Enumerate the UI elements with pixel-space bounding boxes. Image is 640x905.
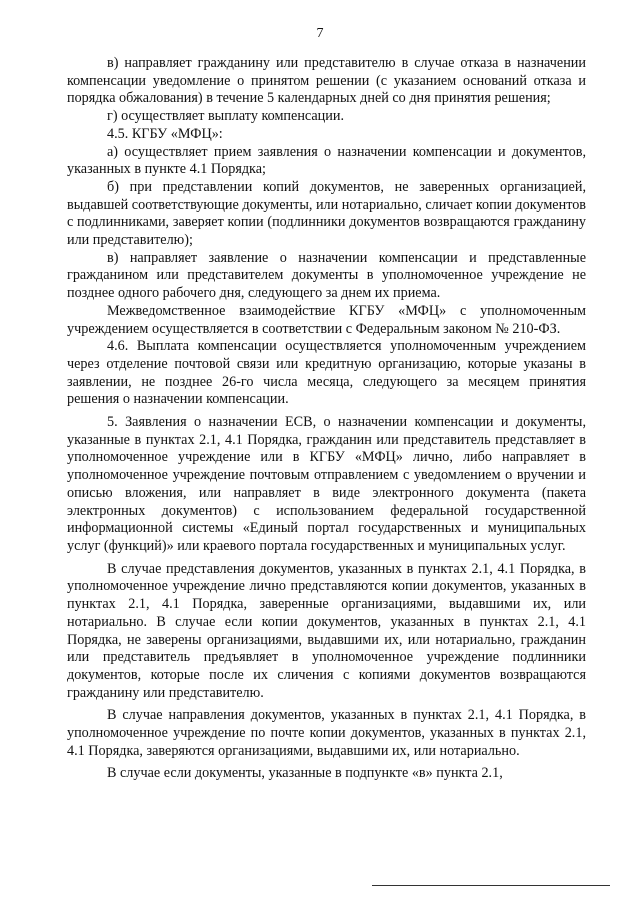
paragraph: б) при представлении копий документов, не заверенных организацией, выдавшей соответствующие документы, или нотариально, сличает копии документов с подлинниками, заверяет копии (подлинники документов возвращаются гражданину или представителю); [67,178,586,249]
paragraph: Межведомственное взаимодействие КГБУ «МФЦ» с уполномоченным учреждением осуществляется в соответствии с Федеральным законом № 210-ФЗ. [67,302,586,337]
page-number: 7 [316,26,324,41]
paragraph: В случае направления документов, указанных в пунктах 2.1, 4.1 Порядка, в уполномоченное учреждение по почте копии документов, указанных в пунктах 2.1, 4.1 Порядка, заверяются организациями, выдавшими их, или нотариально. [67,707,586,759]
paragraph: В случае если документы, указанные в подпункте «в» пункта 2.1, [107,765,503,782]
paragraph: в) направляет гражданину или представителю в случае отказа в назначении компенсации уведомление о принятом решении (с указанием оснований отказа и порядка обжалования) в течение 5 календарных дней со дня принятия решения; [67,55,586,107]
paragraph: В случае представления документов, указанных в пунктах 2.1, 4.1 Порядка, в уполномоченное учреждение лично представляются копии документов, указанных в пунктах 2.1, 4.1 Порядка, заверенные организациями, выдавшими их, или нотариально. В случае если копии документов, указанных в пунктах 2.1, 4.1 Порядка, не заверены организациями, выдавшими их, или нотариально, гражданин или представитель предъявляет в уполномоченное учреждение подлинники документов, которые после их сличения с копиями документов возвращаются гражданину или представителю. [67,560,586,701]
footer-rule [372,885,610,886]
paragraph: а) осуществляет прием заявления о назначении компенсации и документов, указанных в пункте 4.1 Порядка; [67,143,586,178]
section-heading: 4.5. КГБУ «МФЦ»: [107,125,223,142]
paragraph: г) осуществляет выплату компенсации. [107,108,345,125]
paragraph: 5. Заявления о назначении ЕСВ, о назначении компенсации и документы, указанные в пунктах 2.1, 4.1 Порядка, гражданин или представитель представляет в уполномоченное учреждение или в КГБУ «МФЦ» лично, либо направляет в уполномоченное учреждение почтовым отправлением с уведомлением о вручении и описью вложения, или направляет в виде электронного документа (пакета электронных документов) с использованием федеральной государственной информационной системы «Единый портал государственных и муниципальных услуг (функций)» или краевого портала государственных и муниципальных услуг. [67,414,586,554]
paragraph: 4.6. Выплата компенсации осуществляется уполномоченным учреждением через отделение почтовой связи или кредитную организацию, которые указаны в заявлении, не позднее 26-го числа месяца, следующего за месяцем принятия решения о назначении компенсации. [67,338,586,408]
document-body [67,55,586,783]
paragraph: в) направляет заявление о назначении компенсации и представленные гражданином или представителем документы в уполномоченное учреждение не позднее одного рабочего дня, следующего за днем их приема. [67,249,586,302]
